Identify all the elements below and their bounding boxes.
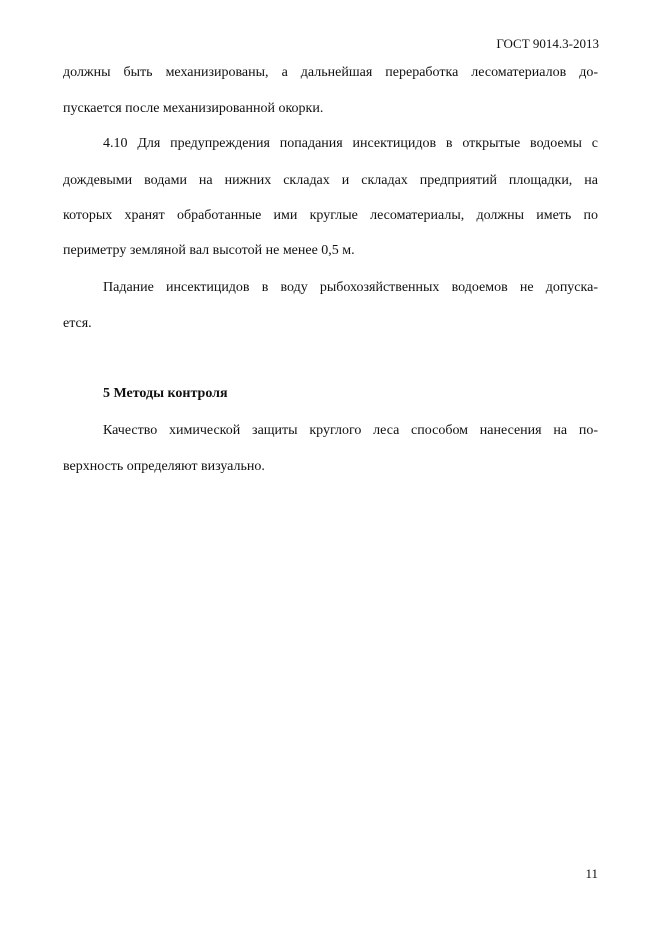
paragraph-line: Качество химической защиты круглого леса способом нанесения на по- (103, 423, 598, 438)
paragraph-line: ется. (63, 316, 92, 331)
page-number: 11 (585, 866, 598, 881)
paragraph-line: Падание инсектицидов в воду рыбохозяйственных водоемов не допуска- (103, 280, 598, 295)
paragraph-line: которых хранят обработанные ими круглые лесоматериалы, должны иметь по (63, 208, 598, 223)
paragraph-line: пускается после механизированной окорки. (63, 101, 324, 116)
paragraph-line: верхность определяют визуально. (63, 459, 265, 474)
paragraph-line: дождевыми водами на нижних складах и складах предприятий площадки, на (63, 173, 598, 188)
paragraph-line: 4.10 Для предупреждения попадания инсектицидов в открытые водоемы с (103, 136, 598, 151)
section-heading: 5 Методы контроля (103, 386, 228, 401)
paragraph-line: должны быть механизированы, а дальнейшая переработка лесоматериалов до- (63, 65, 598, 80)
document-code-header: ГОСТ 9014.3-2013 (496, 36, 599, 51)
paragraph-line: периметру земляной вал высотой не менее 0,5 м. (63, 243, 355, 258)
